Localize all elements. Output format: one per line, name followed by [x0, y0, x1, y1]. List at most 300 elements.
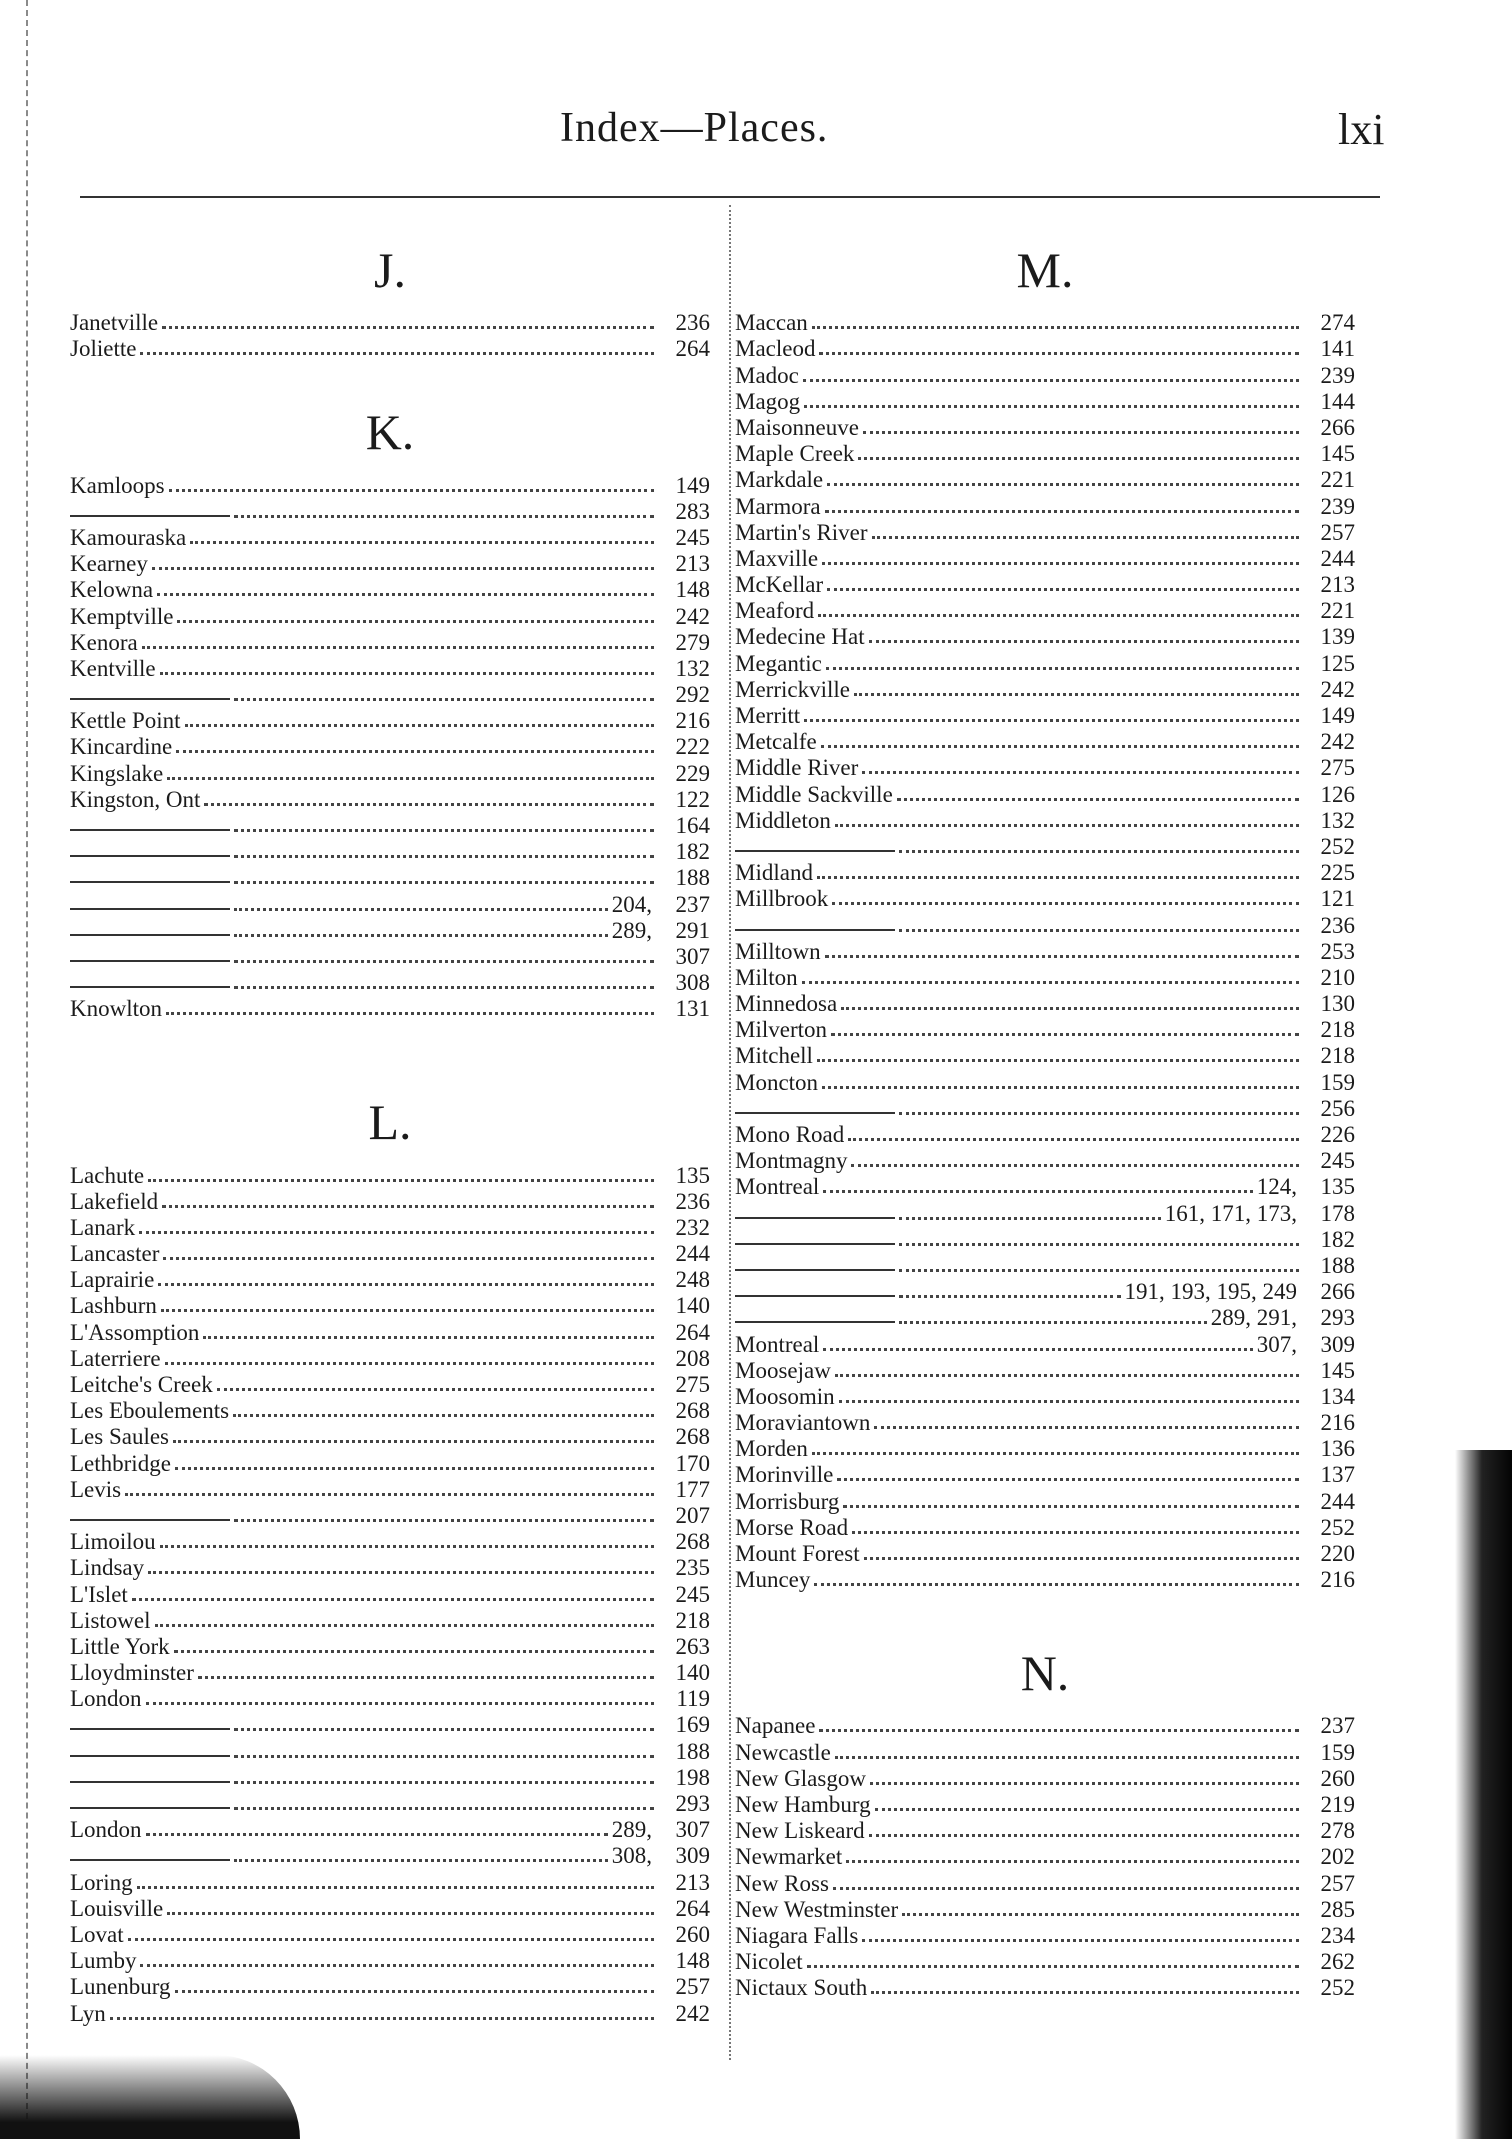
place-name: Les Eboulements: [70, 1398, 230, 1424]
leader-dots: [234, 1807, 654, 1810]
leader-dots: [160, 672, 654, 675]
index-entry: [735, 1488, 1355, 1514]
index-entry: [735, 441, 1355, 467]
page-refs-extra: 308,: [611, 1843, 652, 1869]
place-name: New Liskeard: [735, 1818, 865, 1844]
page-refs-extra: 289,: [611, 1817, 652, 1843]
page-ref: 159: [1320, 1739, 1355, 1765]
leader-dots: [899, 1217, 1161, 1220]
page-ref: 141: [1320, 336, 1355, 362]
leader-dots: [821, 745, 1299, 748]
page-ref: 210: [1320, 964, 1355, 990]
page-ref: 164: [675, 813, 710, 838]
place-name: New Glasgow: [735, 1765, 866, 1791]
index-entry: [70, 891, 710, 917]
place-name: Middleton: [735, 807, 831, 833]
page-ref: 245: [675, 1581, 710, 1607]
continuation-dash: [70, 515, 230, 517]
leader-dots: [217, 1388, 654, 1391]
index-entry: [735, 1739, 1355, 1765]
section-letter: J.: [374, 242, 406, 298]
leader-dots: [814, 1583, 1299, 1586]
index-entry: [735, 1949, 1355, 1975]
page-ref: 252: [1320, 1514, 1355, 1540]
place-name: Kamloops: [70, 472, 165, 498]
leader-dots: [234, 855, 654, 858]
index-entry: [735, 1122, 1355, 1148]
index-entry: [735, 1253, 1355, 1279]
leader-dots: [166, 1012, 654, 1015]
place-name: Lashburn: [70, 1293, 157, 1319]
continuation-dash: [70, 829, 230, 831]
leader-dots: [173, 1440, 654, 1443]
index-entry: [735, 624, 1355, 650]
leader-dots: [823, 1348, 1252, 1351]
right-column: [735, 240, 1355, 2001]
page-ref: 126: [1320, 781, 1355, 807]
page-ref: 207: [675, 1502, 710, 1528]
page-ref: 213: [1320, 572, 1355, 598]
leader-dots: [234, 1755, 654, 1758]
index-entry: [70, 1869, 710, 1895]
continuation-dash: [735, 1112, 895, 1114]
place-name: London: [70, 1817, 142, 1843]
page-ref: 218: [675, 1607, 710, 1633]
page-ref: 234: [1320, 1922, 1355, 1948]
leader-dots: [827, 588, 1299, 591]
index-entry: [735, 965, 1355, 991]
page-ref: 131: [675, 996, 710, 1022]
index-entry: [735, 1713, 1355, 1739]
page-ref: 218: [1320, 1043, 1355, 1069]
continuation-dash: [70, 1781, 230, 1783]
leader-dots: [812, 326, 1299, 329]
continuation-dash: [70, 881, 230, 883]
place-name: Nicolet: [735, 1949, 803, 1975]
page-ref: 225: [1320, 860, 1355, 886]
place-name: McKellar: [735, 572, 824, 598]
leader-dots: [822, 562, 1299, 565]
page-ref: 148: [675, 577, 710, 603]
index-entry: [735, 1436, 1355, 1462]
place-name: Maccan: [735, 310, 808, 336]
place-name: Lovat: [70, 1921, 124, 1947]
page-ref: 213: [675, 1869, 710, 1895]
page-ref: 245: [1320, 1148, 1355, 1174]
place-name: Moraviantown: [735, 1410, 871, 1436]
page-ref: 245: [675, 524, 710, 550]
place-name: Metcalfe: [735, 729, 817, 755]
page-ref: 266: [1320, 414, 1355, 440]
place-name: Megantic: [735, 650, 822, 676]
index-entry: [735, 1358, 1355, 1384]
leader-dots: [146, 1702, 654, 1705]
page-ref: 177: [675, 1476, 710, 1502]
leader-dots: [899, 1243, 1299, 1246]
page-ref: 257: [675, 1974, 710, 2000]
place-name: Middle River: [735, 755, 859, 781]
place-name: Moncton: [735, 1069, 819, 1095]
leader-dots: [804, 405, 1299, 408]
leader-dots: [819, 352, 1299, 355]
leader-dots: [825, 510, 1299, 513]
place-name: Kingston, Ont: [70, 786, 201, 812]
page-ref: 285: [1320, 1896, 1355, 1922]
place-name: Madoc: [735, 362, 799, 388]
place-name: Morse Road: [735, 1514, 849, 1540]
place-name: Kelowna: [70, 577, 154, 603]
place-name: Levis: [70, 1476, 122, 1502]
leader-dots: [902, 1913, 1299, 1916]
page-ref: 220: [1320, 1541, 1355, 1566]
page-ref: 263: [675, 1633, 710, 1659]
place-name: Meaford: [735, 598, 815, 624]
index-entry: [735, 1567, 1355, 1593]
continuation-dash: [70, 1755, 230, 1757]
index-entry: [735, 1043, 1355, 1069]
page-ref: 219: [1320, 1791, 1355, 1817]
page-edge-shadow: [1455, 1450, 1512, 2139]
place-name: Lancaster: [70, 1241, 160, 1267]
index-entry: [735, 939, 1355, 965]
place-name: Laprairie: [70, 1267, 155, 1293]
place-name: Kentville: [70, 655, 156, 681]
leader-dots: [817, 1059, 1299, 1062]
page-ref: 242: [1320, 676, 1355, 702]
index-entry: [70, 1162, 710, 1188]
leader-dots: [871, 1991, 1299, 1994]
index-entry: [735, 1818, 1355, 1844]
page-ref: 268: [675, 1398, 710, 1424]
leader-dots: [803, 379, 1299, 382]
page-refs-extra: 124,: [1256, 1174, 1297, 1200]
index-entry: [70, 918, 710, 944]
place-name: Montmagny: [735, 1148, 848, 1174]
leader-dots: [157, 593, 654, 596]
page-ref: 256: [1320, 1095, 1355, 1121]
page-ref: 198: [675, 1764, 710, 1790]
place-name: Limoilou: [70, 1529, 156, 1555]
page-ref: 130: [1320, 991, 1355, 1017]
page-ref: 119: [676, 1686, 710, 1712]
place-name: Napanee: [735, 1713, 816, 1739]
continuation-dash: [70, 960, 230, 962]
page-ref: 266: [1320, 1279, 1355, 1305]
page-ref: 144: [1320, 388, 1355, 414]
page-ref: 216: [1320, 1410, 1355, 1436]
place-name: Magog: [735, 388, 801, 414]
page-ref: 242: [675, 2000, 710, 2026]
index-entry: [735, 1017, 1355, 1043]
page-ref: 278: [1320, 1818, 1355, 1844]
continuation-dash: [735, 850, 895, 852]
place-name: Macleod: [735, 336, 816, 362]
leader-dots: [198, 1676, 654, 1679]
page-ref: 213: [675, 551, 710, 577]
leader-dots: [139, 1231, 654, 1234]
place-name: Midland: [735, 860, 813, 886]
page-ref: 244: [675, 1241, 710, 1267]
place-name: Nictaux South: [735, 1975, 868, 2001]
section-letter: N.: [1020, 1645, 1070, 1702]
page-ref: 136: [1320, 1436, 1355, 1462]
index-entry: [70, 1581, 710, 1607]
place-name: New Hamburg: [735, 1791, 871, 1817]
leader-dots: [161, 1309, 654, 1312]
page-ref: 159: [1320, 1069, 1355, 1095]
leader-dots: [234, 515, 654, 518]
place-name: L'Islet: [70, 1581, 128, 1607]
continuation-dash: [70, 1807, 230, 1809]
page-ref: 236: [1320, 912, 1355, 938]
leader-dots: [155, 1624, 655, 1627]
leader-dots: [148, 1179, 654, 1182]
continuation-dash: [735, 1217, 895, 1219]
leader-dots: [817, 876, 1299, 879]
page-ref: 188: [1320, 1252, 1355, 1278]
index-entry: [735, 310, 1355, 336]
page-ref: 257: [1320, 1870, 1355, 1896]
index-entry: [70, 551, 710, 577]
place-name: Milltown: [735, 938, 821, 964]
leader-dots: [875, 1808, 1299, 1811]
index-entry: [70, 1503, 710, 1529]
index-entry: [735, 703, 1355, 729]
page-ref: 139: [1320, 624, 1355, 650]
leader-dots: [234, 1519, 654, 1522]
leader-dots: [818, 614, 1299, 617]
place-name: New Westminster: [735, 1896, 899, 1922]
page-ref: 216: [675, 708, 710, 734]
index-entry: [735, 1792, 1355, 1818]
page-ref: 125: [1320, 650, 1355, 676]
leader-dots: [148, 1571, 654, 1574]
page-ref: 275: [675, 1372, 710, 1397]
place-name: Kettle Point: [70, 708, 181, 734]
leader-dots: [832, 902, 1299, 905]
leader-dots: [899, 1112, 1299, 1115]
index-entry: [735, 1541, 1355, 1567]
place-name: Laterriere: [70, 1345, 161, 1371]
index-entry: [70, 577, 710, 603]
index-entry: [735, 1410, 1355, 1436]
page-title: Index—Places.: [560, 105, 829, 151]
place-name: Lakefield: [70, 1188, 159, 1214]
place-name: Minnedosa: [735, 991, 838, 1017]
index-entry: [735, 1844, 1355, 1870]
leader-dots: [869, 640, 1299, 643]
page-ref: 309: [1320, 1331, 1355, 1357]
leader-dots: [837, 1478, 1299, 1481]
index-entry: [70, 1608, 710, 1634]
place-name: Les Saules: [70, 1424, 170, 1450]
index-entry: [70, 996, 710, 1022]
place-name: Mitchell: [735, 1043, 813, 1069]
leader-dots: [854, 693, 1299, 696]
leader-dots: [835, 824, 1299, 827]
page-corner-shadow: [0, 2055, 300, 2139]
index-entry: [735, 336, 1355, 362]
continuation-dash: [70, 934, 230, 936]
place-name: Kenora: [70, 629, 138, 655]
place-name: New Ross: [735, 1870, 829, 1896]
page-ref: 279: [675, 629, 710, 655]
leader-dots: [110, 2017, 654, 2020]
leader-dots: [146, 1833, 608, 1836]
index-entry: [70, 656, 710, 682]
index-entry: [70, 525, 710, 551]
place-name: Medecine Hat: [735, 624, 865, 650]
leader-dots: [233, 1414, 654, 1417]
page-ref: 283: [675, 498, 710, 524]
index-entry: [70, 336, 710, 362]
index-entry: [70, 1555, 710, 1581]
place-name: Little York: [70, 1633, 170, 1659]
place-name: Loring: [70, 1869, 133, 1895]
page-ref: 208: [675, 1345, 710, 1371]
index-entry: [70, 1948, 710, 1974]
leader-dots: [848, 1138, 1299, 1141]
index-entry: [70, 1267, 710, 1293]
page-ref: 221: [1320, 467, 1355, 493]
place-name: Janetville: [70, 310, 159, 336]
page-ref: 235: [675, 1555, 710, 1581]
leader-dots: [839, 1400, 1299, 1403]
index-entry: [735, 1200, 1355, 1226]
index-entry: [70, 1922, 710, 1948]
page-ref: 293: [1320, 1305, 1355, 1331]
leader-dots: [874, 1426, 1299, 1429]
page-refs-extra: 161, 171, 173,: [1164, 1200, 1297, 1226]
index-entry: [70, 1660, 710, 1686]
index-entry: [735, 1174, 1355, 1200]
page-ref: 275: [1320, 755, 1355, 781]
leader-dots: [169, 489, 654, 492]
page-ref: 236: [675, 310, 710, 336]
leader-dots: [843, 1505, 1299, 1508]
page-ref: 149: [675, 472, 710, 498]
index-entry: [735, 598, 1355, 624]
leader-dots: [234, 908, 608, 911]
index-entry: [735, 1870, 1355, 1896]
index-entry: [735, 1279, 1355, 1305]
leader-dots: [863, 431, 1299, 434]
page-ref: 145: [1320, 1357, 1355, 1383]
page-ref: 309: [675, 1843, 710, 1869]
place-name: Kamouraska: [70, 524, 187, 550]
leader-dots: [819, 1729, 1299, 1732]
index-entry: [735, 1227, 1355, 1253]
index-entry: [70, 1346, 710, 1372]
continuation-dash: [735, 1295, 895, 1297]
place-name: Knowlton: [70, 996, 162, 1022]
index-entry: [70, 630, 710, 656]
place-name: Middle Sackville: [735, 781, 893, 807]
section-letter: L.: [368, 1094, 412, 1151]
page-ref: 232: [675, 1214, 710, 1240]
index-entry: [735, 834, 1355, 860]
place-name: Kemptville: [70, 603, 174, 629]
page-ref: 149: [1320, 703, 1355, 728]
page-ref: 137: [1320, 1462, 1355, 1488]
leader-dots: [185, 724, 654, 727]
page-ref: 132: [675, 655, 710, 681]
leader-dots: [234, 934, 608, 937]
place-name: Kingslake: [70, 760, 164, 786]
place-name: Maple Creek: [735, 441, 855, 467]
leader-dots: [826, 667, 1299, 670]
leader-dots: [872, 536, 1299, 539]
index-entry: [735, 677, 1355, 703]
leader-dots: [203, 1336, 654, 1339]
left-column: [70, 240, 710, 2027]
page-ref: 222: [675, 734, 710, 760]
place-name: Lethbridge: [70, 1450, 171, 1476]
leader-dots: [190, 541, 654, 544]
index-entry: [70, 1372, 710, 1398]
index-entry: [70, 1450, 710, 1476]
page-number: lxi: [1338, 105, 1385, 154]
index-entry: [735, 860, 1355, 886]
leader-dots: [176, 750, 654, 753]
index-entry: [70, 1477, 710, 1503]
leader-dots: [858, 457, 1299, 460]
place-name: Newmarket: [735, 1844, 843, 1870]
place-name: Maisonneuve: [735, 414, 859, 440]
index-entry: [70, 1791, 710, 1817]
page-refs-extra: 307,: [1256, 1331, 1297, 1357]
index-entry: [70, 1738, 710, 1764]
leader-dots: [137, 1886, 654, 1889]
leader-dots: [833, 1887, 1299, 1890]
continuation-dash: [70, 1728, 230, 1730]
leader-dots: [812, 1452, 1299, 1455]
place-name: Morinville: [735, 1462, 834, 1488]
page-ref: 244: [1320, 545, 1355, 571]
page-ref: 264: [675, 1895, 710, 1921]
page-refs-extra: 191, 193, 195, 249: [1124, 1279, 1297, 1305]
leader-dots: [234, 986, 654, 989]
leader-dots: [899, 929, 1299, 932]
page-ref: 260: [675, 1921, 710, 1947]
section-letter: M.: [1016, 242, 1074, 298]
place-name: Moosejaw: [735, 1357, 831, 1383]
leader-dots: [167, 1912, 654, 1915]
index-entry: [735, 991, 1355, 1017]
index-entry: [735, 389, 1355, 415]
index-entry: [70, 734, 710, 760]
index-entry: [70, 1974, 710, 2000]
leader-dots: [234, 1859, 608, 1862]
index-entry: [70, 787, 710, 813]
index-entry: [70, 1529, 710, 1555]
page-ref: 169: [675, 1712, 710, 1738]
page-ref: 182: [1320, 1226, 1355, 1252]
index-entry: [70, 682, 710, 708]
index-entry: [735, 493, 1355, 519]
section-letter: K.: [365, 404, 415, 461]
index-entry: [70, 472, 710, 498]
leader-dots: [835, 1756, 1299, 1759]
page-ref: 268: [675, 1424, 710, 1450]
page-ref: 257: [1320, 519, 1355, 545]
index-entry: [70, 1293, 710, 1319]
leader-dots: [152, 567, 654, 570]
index-entry: [70, 1843, 710, 1869]
page-ref: 253: [1320, 938, 1355, 964]
page-ref: 122: [675, 786, 710, 812]
leader-dots: [163, 1257, 654, 1260]
